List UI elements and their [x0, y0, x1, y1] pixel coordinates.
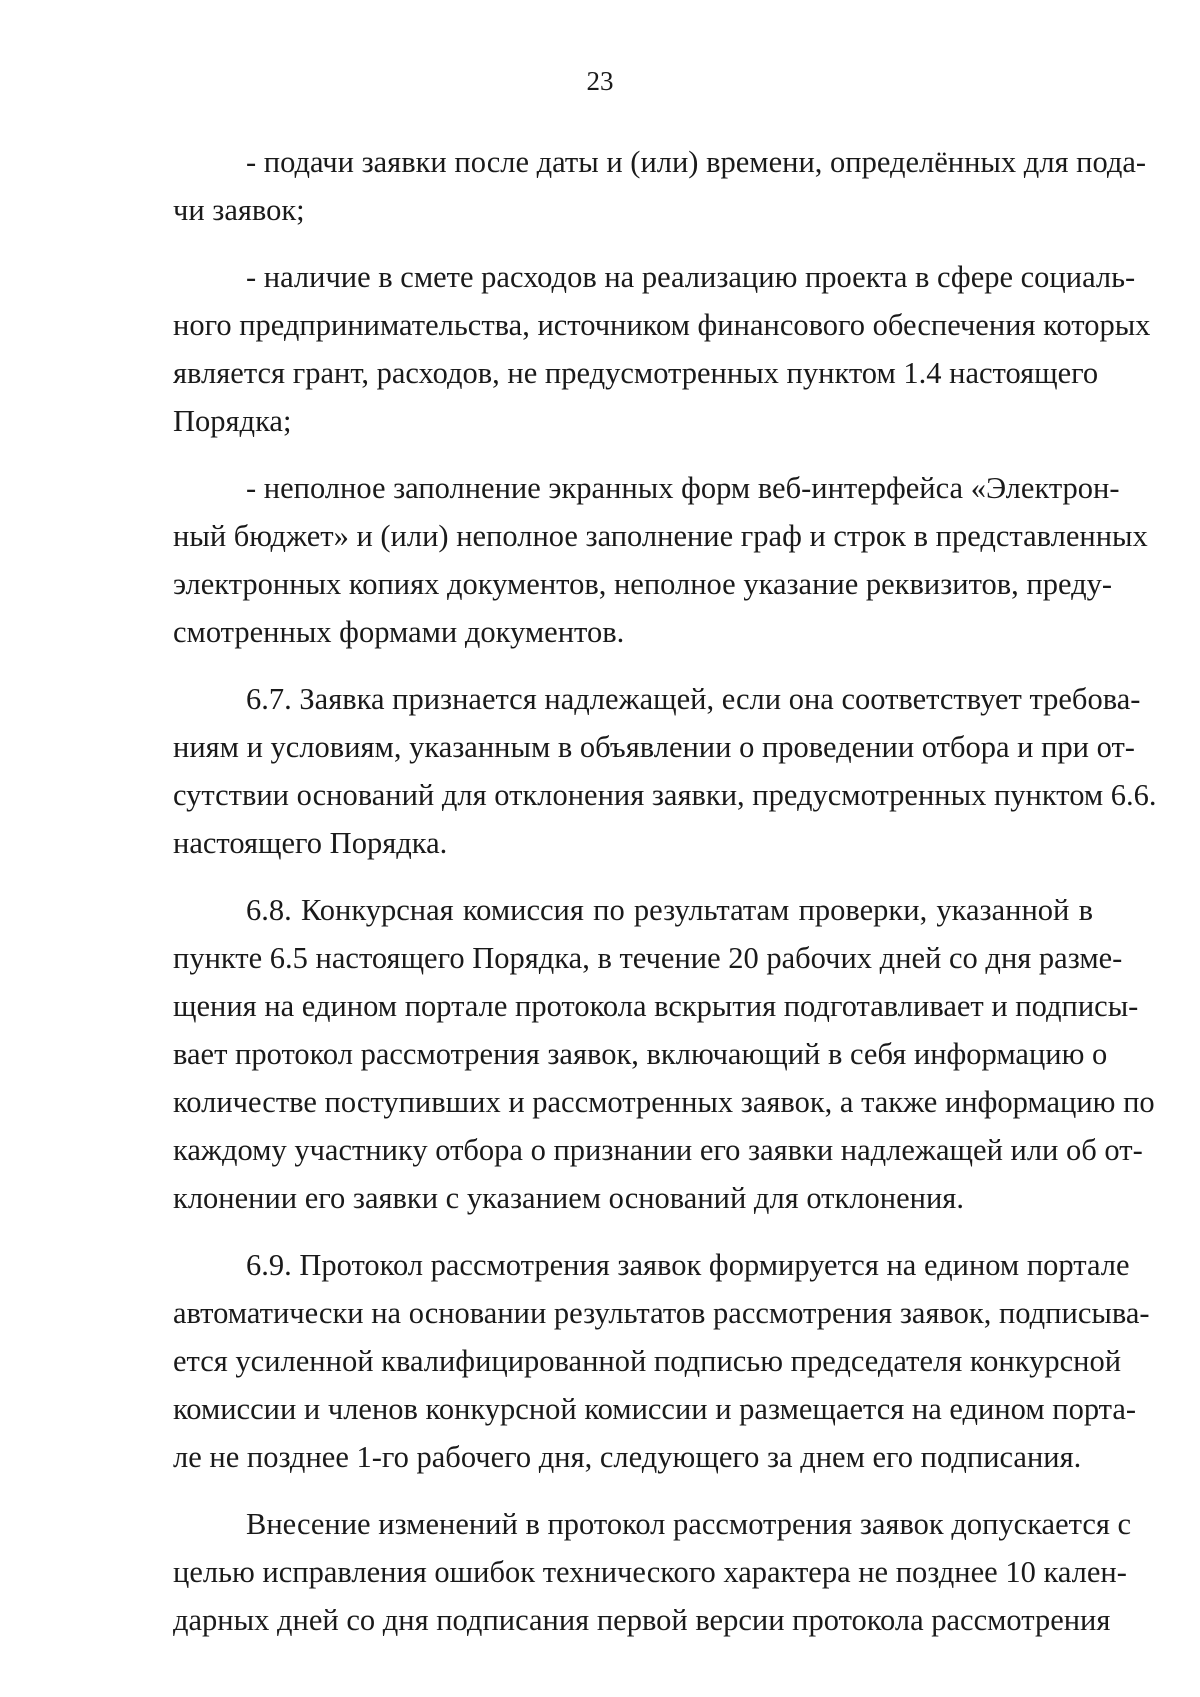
page-number: 23: [586, 66, 614, 96]
paragraph: [173, 675, 1157, 867]
text-line: - наличие в смете расходов на реализацию проекта в сфере социаль-: [246, 260, 1136, 294]
text-line: ный бюджет» и (или) неполное заполнение граф и строк в представленных: [173, 519, 1148, 553]
text-line: ле не позднее 1-го рабочего дня, следующего за днем его подписания.: [173, 1440, 1082, 1474]
paragraph: [173, 1500, 1132, 1644]
text-line: целью исправления ошибок технического характера не позднее 10 кален-: [173, 1555, 1127, 1589]
text-line: каждому участнику отбора о признании его заявки надлежащей или об от-: [173, 1133, 1143, 1167]
paragraph: [173, 253, 1151, 445]
paragraph: [173, 886, 1155, 1222]
text-line: является грант, расходов, не предусмотренных пунктом 1.4 настоящего: [173, 356, 1099, 390]
paragraph: [173, 138, 1147, 234]
text-line: Внесение изменений в протокол рассмотрения заявок допускается с: [246, 1507, 1132, 1541]
text-line: клонении его заявки с указанием оснований для отклонения.: [173, 1181, 964, 1215]
text-line: ниям и условиям, указанным в объявлении о проведении отбора и при от-: [173, 730, 1135, 764]
text-line: - подачи заявки после даты и (или) времени, определённых для пода-: [246, 145, 1147, 179]
text-line: щения на едином портале протокола вскрытия подготавливает и подписы-: [173, 989, 1139, 1023]
text-line: пункте 6.5 настоящего Порядка, в течение 20 рабочих дней со дня разме-: [173, 941, 1123, 975]
text-line: дарных дней со дня подписания первой версии протокола рассмотрения: [173, 1603, 1111, 1637]
text-line: автоматически на основании результатов рассмотрения заявок, подписыва-: [173, 1296, 1150, 1330]
text-line: ется усиленной квалифицированной подписью председателя конкурсной: [173, 1344, 1122, 1378]
text-line: 6.7. Заявка признается надлежащей, если она соответствует требова-: [246, 682, 1141, 716]
text-line: сутствии оснований для отклонения заявки, предусмотренных пунктом 6.6.: [173, 778, 1157, 812]
text-line: настоящего Порядка.: [173, 826, 448, 860]
document-body: [173, 138, 1157, 1644]
text-line: количестве поступивших и рассмотренных заявок, а также информацию по: [173, 1085, 1155, 1119]
text-line: - неполное заполнение экранных форм веб-интерфейса «Электрон-: [246, 471, 1120, 505]
text-line: ного предпринимательства, источником финансового обеспечения которых: [173, 308, 1151, 342]
text-line: смотренных формами документов.: [173, 615, 625, 649]
paragraph: [173, 1241, 1150, 1481]
paragraph: [173, 464, 1148, 656]
text-line: чи заявок;: [173, 193, 305, 227]
text-line: 6.8. Конкурсная комиссия по результатам проверки, указанной в: [246, 893, 1093, 927]
text-line: Порядка;: [173, 404, 292, 438]
text-line: вает протокол рассмотрения заявок, включающий в себя информацию о: [173, 1037, 1108, 1071]
text-line: 6.9. Протокол рассмотрения заявок формируется на едином портале: [246, 1248, 1130, 1282]
text-line: комиссии и членов конкурсной комиссии и размещается на едином порта-: [173, 1392, 1137, 1426]
text-line: электронных копиях документов, неполное указание реквизитов, преду-: [173, 567, 1113, 601]
